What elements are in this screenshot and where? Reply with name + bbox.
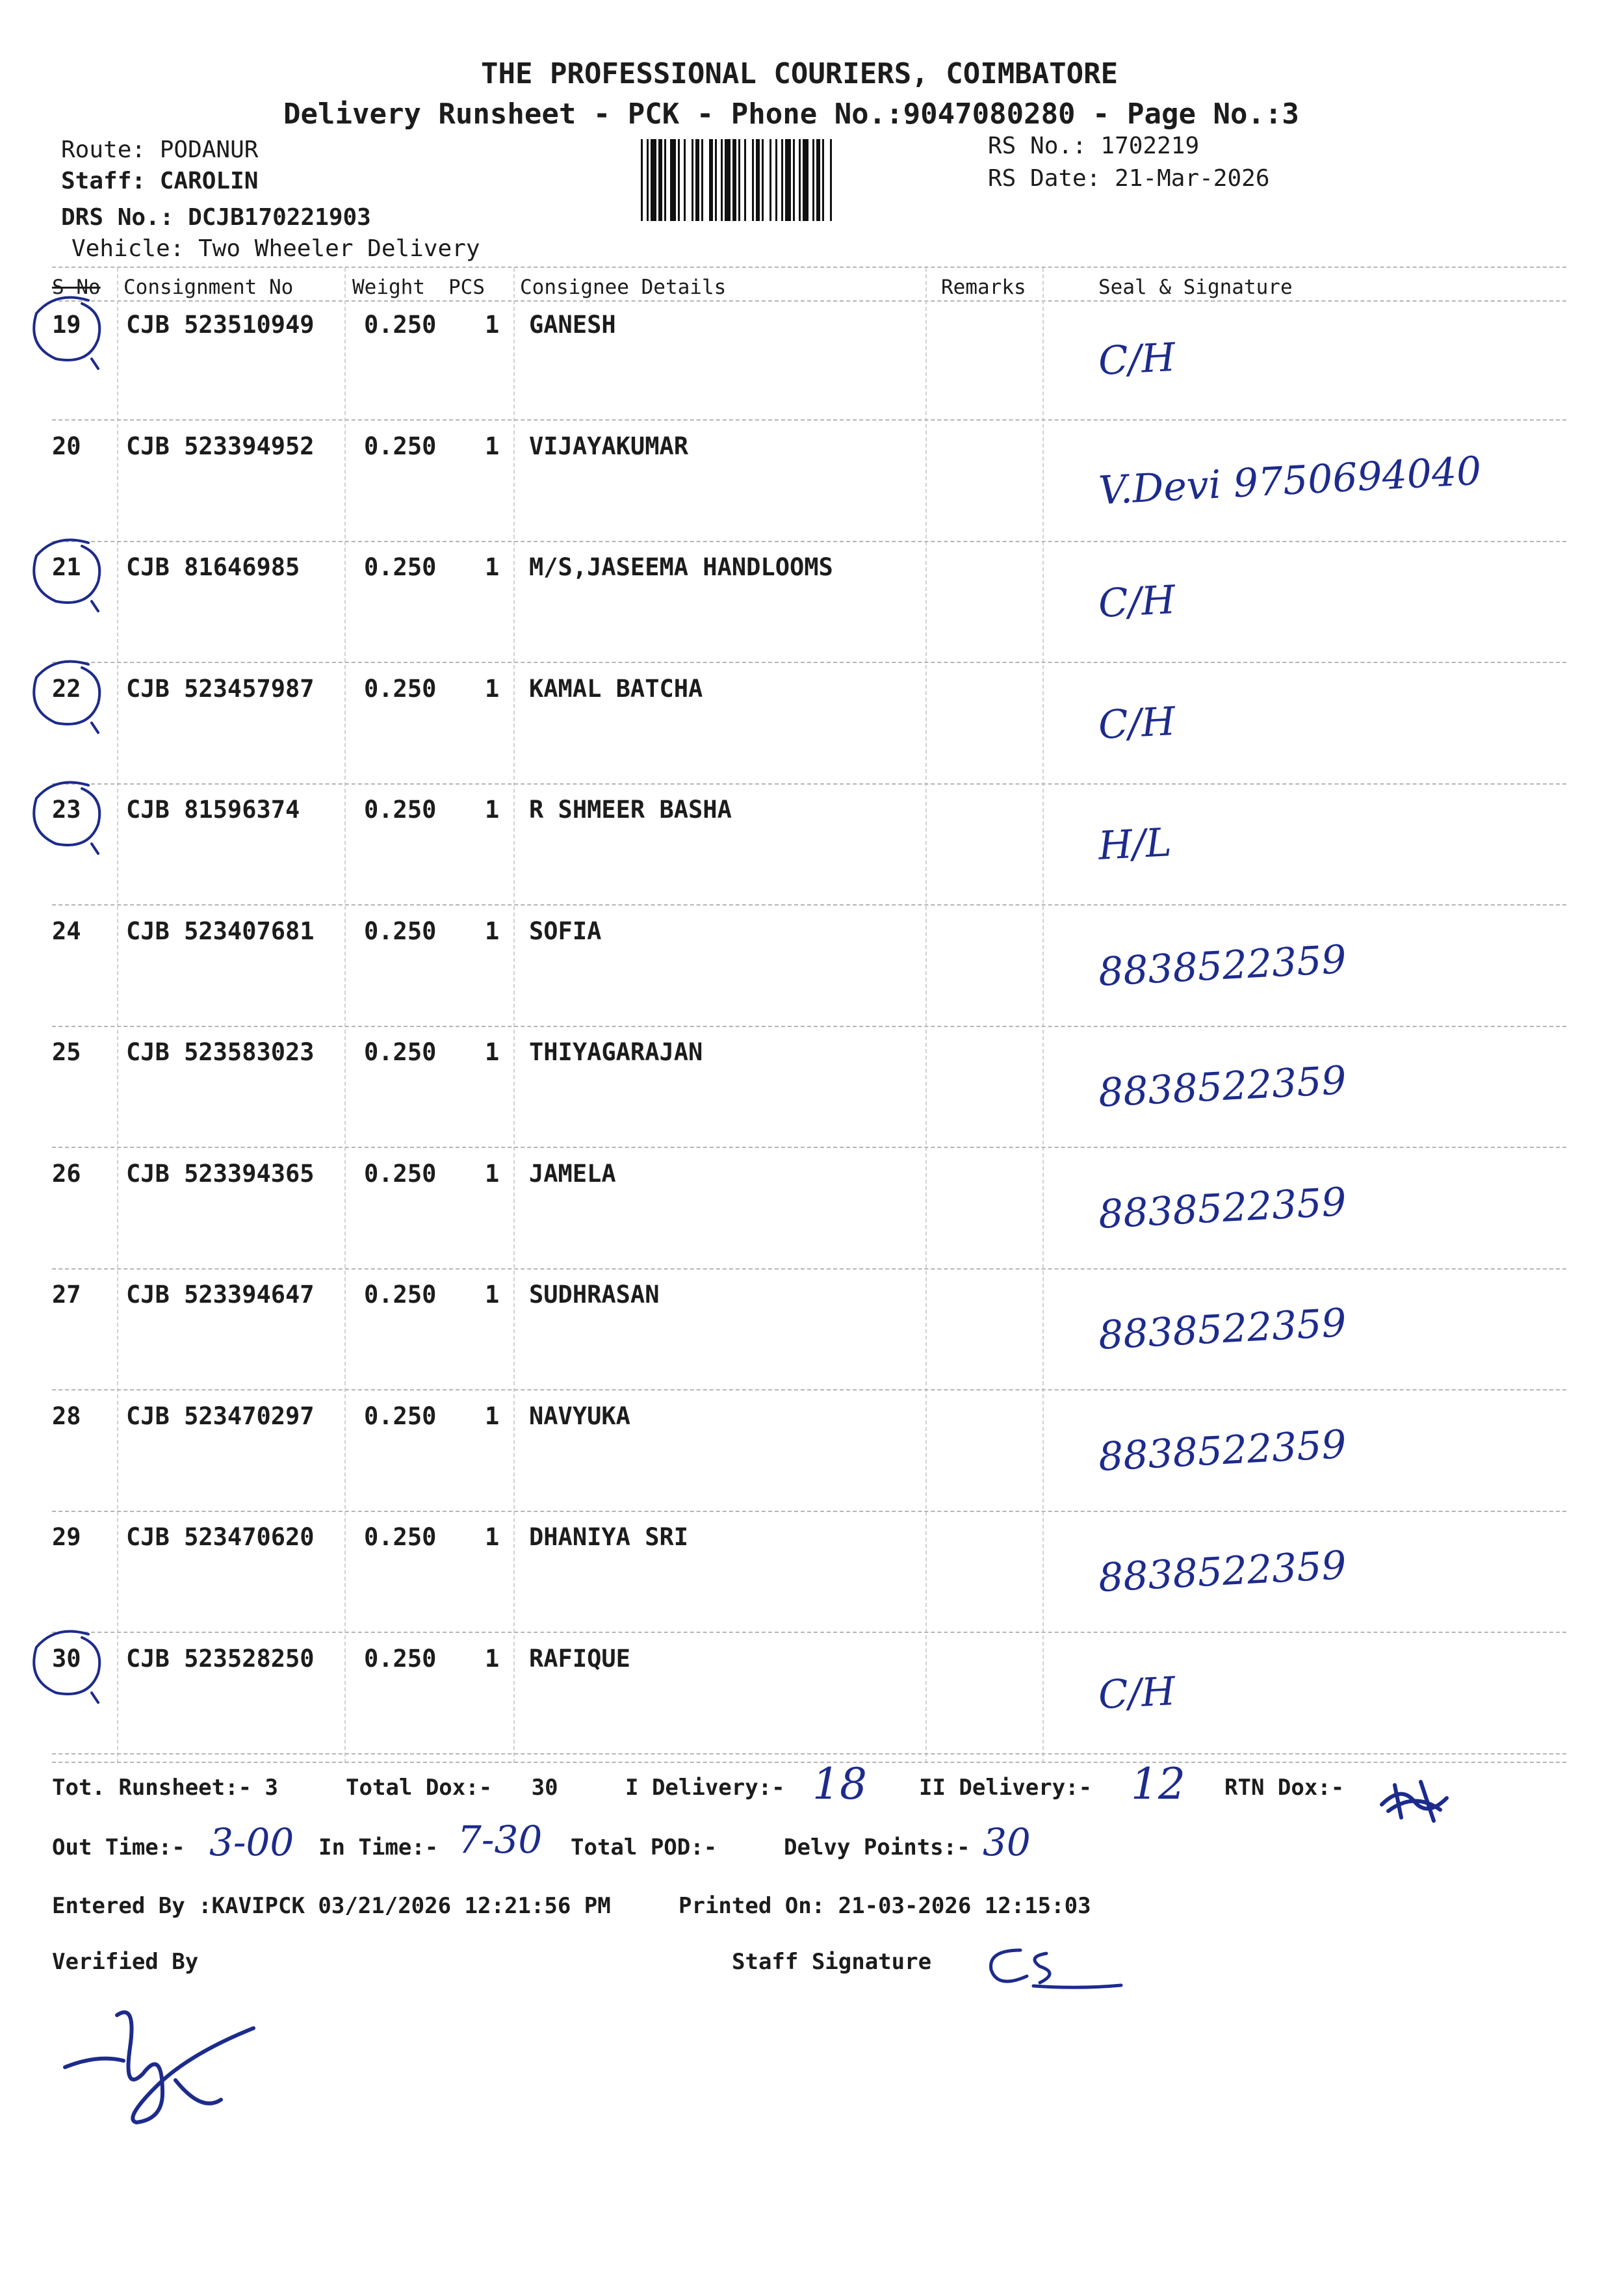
i-delivery-label: I Delivery:- <box>625 1775 785 1801</box>
barcode-bar <box>641 139 643 221</box>
barcode-bar <box>752 139 754 221</box>
row-consignee: JAMELA <box>529 1160 616 1188</box>
vehicle-field <box>71 235 480 262</box>
barcode-bar <box>775 139 777 221</box>
barcode-bar <box>812 139 814 221</box>
barcode-bar <box>701 139 703 221</box>
row-weight: 0.250 <box>364 311 437 339</box>
table-top-rule <box>52 267 1566 268</box>
barcode-bar <box>756 139 760 221</box>
out-time-value: 3-00 <box>209 1820 294 1864</box>
total-dox-field <box>346 1775 558 1801</box>
row-pcs: 1 <box>485 432 500 460</box>
col-header-pcs: PCS <box>448 276 485 299</box>
row-consignee: SOFIA <box>529 917 602 945</box>
barcode-bar <box>692 139 693 221</box>
delvy-points-value: 30 <box>983 1820 1031 1864</box>
row-circle-mark <box>23 772 114 863</box>
row-signature: V.Devi 9750694040 <box>1097 448 1482 514</box>
barcode-bar <box>647 139 649 221</box>
row-consignment-no: CJB 523394647 <box>126 1281 315 1309</box>
ii-delivery-label: II Delivery:- <box>919 1775 1093 1801</box>
barcode-bar <box>830 139 832 221</box>
route-field <box>61 137 258 163</box>
row-circle-mark <box>23 651 114 742</box>
col-header-consignment: Consignment No <box>123 276 294 299</box>
barcode-bar <box>785 139 791 221</box>
staff-label: Staff: <box>61 168 146 194</box>
row-consignee: KAMAL BATCHA <box>529 675 703 703</box>
total-dox-value: 30 <box>531 1775 558 1801</box>
row-pcs: 1 <box>485 1160 500 1188</box>
row-pcs: 1 <box>485 1523 500 1551</box>
barcode-bar <box>678 139 680 221</box>
row-consignee: THIYAGARAJAN <box>529 1038 703 1066</box>
row-signature: C/H <box>1097 334 1177 385</box>
row-weight: 0.250 <box>364 675 437 703</box>
out-time-label: Out Time:- <box>52 1834 185 1860</box>
row-sno: 21 <box>52 553 81 581</box>
barcode-bar <box>744 139 746 221</box>
runsheet-subtitle: Delivery Runsheet - PCK - Phone No.:9047080280 - Page No.:3 <box>283 98 1299 131</box>
row-sno: 30 <box>52 1645 81 1673</box>
staff-field <box>61 168 258 194</box>
barcode-bar <box>762 139 764 221</box>
row-consignee: RAFIQUE <box>529 1645 630 1673</box>
rtn-dox-scribble <box>1375 1772 1460 1824</box>
tot-runsheet-value: 3 <box>265 1775 279 1801</box>
drs-value: DCJB170221903 <box>188 204 371 231</box>
barcode-bar <box>664 139 666 221</box>
printed-on: Printed On: 21-03-2026 12:15:03 <box>679 1893 1091 1919</box>
row-consignment-no: CJB 523394952 <box>126 432 315 460</box>
barcode-bar <box>781 139 783 221</box>
column-divider <box>925 268 927 1763</box>
column-divider <box>344 268 346 1763</box>
row-consignee: GANESH <box>529 311 616 339</box>
row-weight: 0.250 <box>364 1281 437 1309</box>
row-signature: C/H <box>1097 577 1177 627</box>
col-header-sno: S No <box>52 276 101 299</box>
row-divider <box>52 1268 1566 1270</box>
row-consignment-no: CJB 523528250 <box>126 1645 315 1673</box>
company-name: THE PROFESSIONAL COURIERS, COIMBATORE <box>481 57 1119 90</box>
row-signature: H/L <box>1097 820 1173 869</box>
barcode-bar <box>684 139 686 221</box>
barcode-bar <box>732 139 736 221</box>
row-divider <box>52 904 1566 906</box>
barcode-bar <box>715 139 717 221</box>
row-consignment-no: CJB 523583023 <box>126 1038 315 1066</box>
total-pod-label: Total POD:- <box>571 1834 718 1860</box>
row-sno: 23 <box>52 796 81 824</box>
row-pcs: 1 <box>485 1281 500 1309</box>
row-sno: 19 <box>52 311 81 339</box>
barcode-bar <box>816 139 820 221</box>
row-sno: 22 <box>52 675 81 703</box>
row-divider <box>52 1389 1566 1390</box>
total-dox-label: Total Dox:- <box>346 1775 493 1801</box>
row-consignee: NAVYUKA <box>529 1402 630 1430</box>
row-signature: 8838522359 <box>1097 1422 1348 1480</box>
drs-label: DRS No.: <box>61 204 174 231</box>
row-consignee: SUDHRASAN <box>529 1281 660 1309</box>
rs-no-label: RS No.: <box>988 133 1087 159</box>
row-pcs: 1 <box>485 1038 500 1066</box>
row-consignment-no: CJB 523470620 <box>126 1523 315 1551</box>
row-weight: 0.250 <box>364 917 437 945</box>
barcode-bar <box>725 139 731 221</box>
row-weight: 0.250 <box>364 432 437 460</box>
barcode-bar <box>658 139 662 221</box>
rs-no-field <box>988 133 1199 159</box>
rtn-dox-label: RTN Dox:- <box>1224 1775 1345 1801</box>
row-circle-mark <box>23 1621 114 1712</box>
row-consignment-no: CJB 523457987 <box>126 675 315 703</box>
row-divider <box>52 1753 1566 1755</box>
route-label: Route: <box>61 137 146 163</box>
row-signature: 8838522359 <box>1097 1058 1348 1116</box>
row-signature: C/H <box>1097 1668 1177 1719</box>
row-sno: 28 <box>52 1402 81 1430</box>
row-circle-mark <box>23 287 114 378</box>
barcode-bar <box>803 139 808 221</box>
ii-delivery-value: 12 <box>1131 1759 1185 1809</box>
row-sno: 29 <box>52 1523 81 1551</box>
staff-signature-label: Staff Signature <box>732 1949 932 1975</box>
barcode-bar <box>770 139 771 221</box>
barcode-bar <box>721 139 723 221</box>
vehicle-value: Two Wheeler Delivery <box>198 235 480 262</box>
row-consignee: DHANIYA SRI <box>529 1523 689 1551</box>
tot-runsheet-field <box>52 1775 278 1801</box>
barcode-bar <box>799 139 801 221</box>
row-divider <box>52 783 1566 785</box>
barcode-image <box>641 139 979 221</box>
col-header-weight: Weight <box>352 276 425 299</box>
row-sno: 27 <box>52 1281 81 1309</box>
barcode-bar <box>738 139 740 221</box>
rs-date-field <box>988 165 1270 192</box>
rs-date-value: 21-Mar-2026 <box>1115 165 1270 192</box>
row-consignee: R SHMEER BASHA <box>529 796 732 824</box>
row-weight: 0.250 <box>364 1523 437 1551</box>
barcode-bar <box>651 139 656 221</box>
barcode-bar <box>822 139 824 221</box>
row-signature: 8838522359 <box>1097 937 1348 995</box>
row-divider <box>52 541 1566 542</box>
row-divider <box>52 662 1566 663</box>
row-circle-mark <box>23 530 114 621</box>
row-pcs: 1 <box>485 311 500 339</box>
row-weight: 0.250 <box>364 796 437 824</box>
delvy-points-label: Delvy Points:- <box>784 1834 970 1860</box>
column-divider <box>1042 268 1044 1763</box>
row-divider <box>52 419 1566 421</box>
row-pcs: 1 <box>485 553 500 581</box>
row-pcs: 1 <box>485 1402 500 1430</box>
row-divider <box>52 1147 1566 1148</box>
in-time-label: In Time:- <box>318 1834 439 1860</box>
row-divider <box>52 1511 1566 1512</box>
verified-by-label: Verified By <box>52 1949 199 1975</box>
table-head-rule <box>52 300 1566 302</box>
i-delivery-value: 18 <box>812 1759 867 1809</box>
row-pcs: 1 <box>485 1645 500 1673</box>
row-sno: 25 <box>52 1038 81 1066</box>
row-weight: 0.250 <box>364 1402 437 1430</box>
col-header-remarks: Remarks <box>941 276 1026 299</box>
col-header-signature: Seal & Signature <box>1098 276 1293 299</box>
in-time-value: 7-30 <box>458 1818 543 1862</box>
column-divider <box>513 268 515 1763</box>
row-divider <box>52 1632 1566 1633</box>
row-signature: 8838522359 <box>1097 1543 1348 1601</box>
column-divider <box>117 268 118 1763</box>
row-weight: 0.250 <box>364 1160 437 1188</box>
row-pcs: 1 <box>485 675 500 703</box>
row-divider <box>52 1026 1566 1027</box>
row-signature: 8838522359 <box>1097 1300 1348 1359</box>
row-sno: 20 <box>52 432 81 460</box>
barcode-bar <box>709 139 713 221</box>
row-sno: 26 <box>52 1160 81 1188</box>
staff-signature-mark <box>975 1937 1131 1996</box>
row-pcs: 1 <box>485 796 500 824</box>
barcode-bar <box>793 139 795 221</box>
row-pcs: 1 <box>485 917 500 945</box>
row-sno: 24 <box>52 917 81 945</box>
row-consignment-no: CJB 523510949 <box>126 311 315 339</box>
rs-date-label: RS Date: <box>988 165 1101 192</box>
row-consignee: VIJAYAKUMAR <box>529 432 689 460</box>
rs-no-value: 1702219 <box>1100 133 1200 159</box>
vehicle-label: Vehicle: <box>71 235 185 262</box>
tot-runsheet-label: Tot. Runsheet:- <box>52 1775 252 1801</box>
row-weight: 0.250 <box>364 1038 437 1066</box>
row-weight: 0.250 <box>364 1645 437 1673</box>
staff-value: CAROLIN <box>159 168 259 194</box>
verified-signature-mark <box>58 1989 273 2132</box>
row-consignment-no: CJB 523407681 <box>126 917 315 945</box>
drs-field <box>61 204 371 231</box>
route-value: PODANUR <box>159 137 259 163</box>
row-consignee: M/S,JASEEMA HANDLOOMS <box>529 553 833 581</box>
entered-by: Entered By :KAVIPCK 03/21/2026 12:21:56 PM <box>52 1893 611 1919</box>
row-consignment-no: CJB 81596374 <box>126 796 300 824</box>
row-consignment-no: CJB 523394365 <box>126 1160 315 1188</box>
barcode-bar <box>670 139 676 221</box>
footer-rule <box>52 1762 1566 1763</box>
row-signature: C/H <box>1097 698 1177 749</box>
col-header-consignee: Consignee Details <box>520 276 727 299</box>
row-weight: 0.250 <box>364 553 437 581</box>
barcode-bar <box>695 139 699 221</box>
row-consignment-no: CJB 81646985 <box>126 553 300 581</box>
row-consignment-no: CJB 523470297 <box>126 1402 315 1430</box>
row-signature: 8838522359 <box>1097 1179 1348 1238</box>
